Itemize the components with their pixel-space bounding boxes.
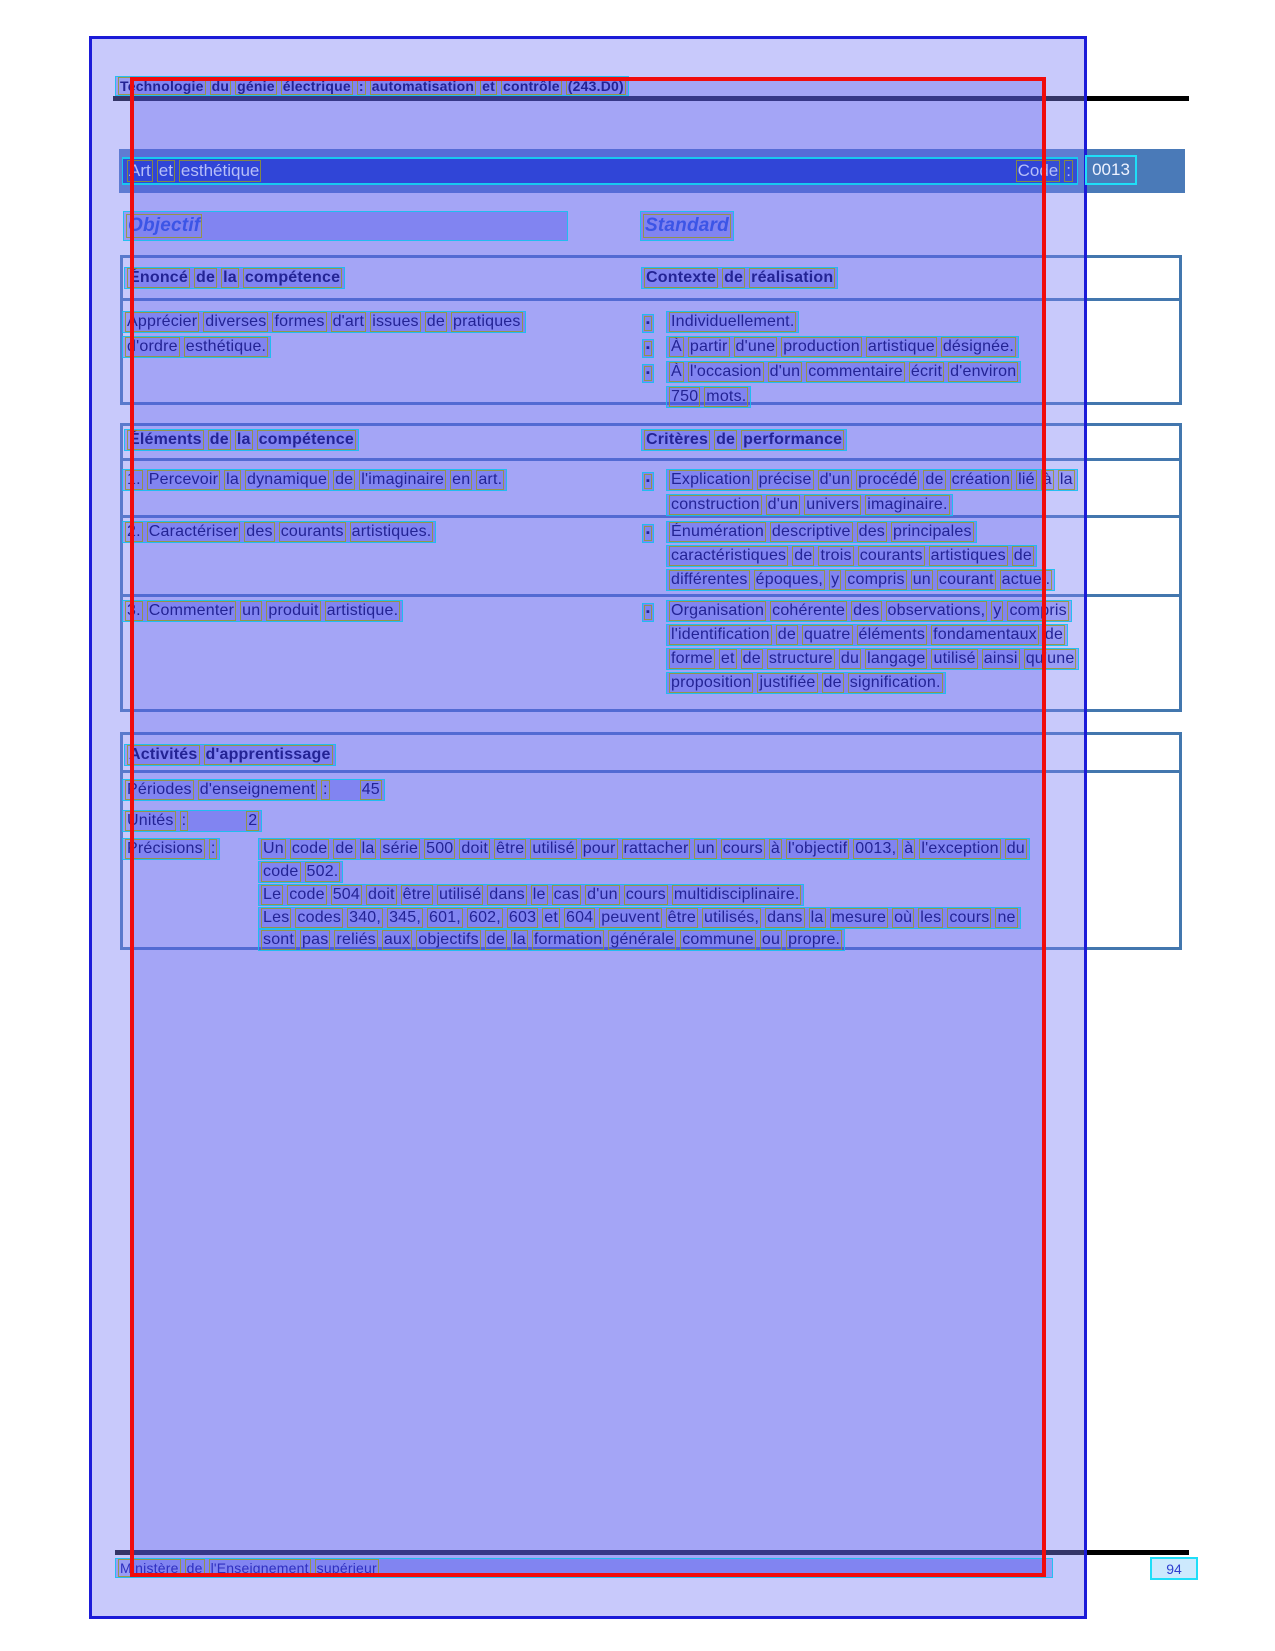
page-number: 94: [1166, 1560, 1182, 1577]
item-number: 1.: [127, 471, 141, 488]
footer-text: Ministère de l'Enseignement supérieur: [120, 1560, 377, 1576]
code-value-box: [1085, 155, 1137, 185]
units-value: 2: [248, 812, 258, 829]
item-text: Caractériser des courants artistiques.: [148, 523, 432, 540]
bullet-icon: ▪: [642, 339, 654, 358]
periods-value: 45: [361, 781, 380, 798]
bullet-icon: ▪: [642, 524, 654, 543]
header-text: Activités d'apprentissage: [129, 746, 331, 763]
periods-label: Périodes d'enseignement :: [127, 781, 328, 798]
precision-text: Le code 504 doit être utilisé dans le cas d'un cours multidisciplinaire.: [263, 886, 800, 903]
statement-text: Apprécier diverses formes d'art issues de pratiques: [127, 313, 521, 330]
criteria-text: l'identification de quatre éléments fondamentaux de: [671, 626, 1064, 643]
criteria-text: Énumération descriptive des principales: [671, 523, 972, 540]
criteria-text: différentes époques, y compris un courant actuel.: [671, 571, 1051, 588]
context-text: 750 mots.: [671, 388, 747, 405]
precision-text: Les codes 340, 345, 601, 602, 603 et 604 peuvent être utilisés, dans la mesure où les cours ne: [263, 909, 1016, 926]
bullet-icon: ▪: [642, 603, 654, 622]
units-label: Unités :: [127, 812, 187, 829]
page-number-box: [1150, 1557, 1198, 1580]
bullet-icon: ▪: [642, 314, 654, 333]
context-text: À l'occasion d'un commentaire écrit d'environ: [671, 363, 1017, 380]
item-number: 2.: [127, 523, 141, 540]
precisions-label: Précisions :: [127, 840, 216, 857]
header-text: Critères de performance: [646, 431, 843, 448]
criteria-text: Organisation cohérente des observations, y compris: [671, 602, 1067, 619]
statement-text: d'ordre esthétique.: [127, 338, 267, 355]
item-number: 3.: [127, 602, 141, 619]
criteria-text: Explication précise d'un procédé de création lié à la: [671, 471, 1073, 488]
criteria-text: construction d'un univers imaginaire.: [671, 496, 948, 513]
precision-text: Un code de la série 500 doit être utilisé pour rattacher un cours à l'objectif 0013, à l'exception du: [263, 840, 1025, 857]
context-text: Individuellement.: [671, 313, 795, 330]
item-text: Commenter un produit artistique.: [148, 602, 399, 619]
objective-heading: Objectif: [128, 215, 201, 237]
code-value: 0013: [1092, 160, 1130, 179]
precision-text: code 502.: [263, 863, 339, 880]
banner-title: Art et esthétique: [129, 161, 260, 180]
precision-text: sont pas reliés aux objectifs de la formation générale commune ou propre.: [263, 931, 841, 948]
header-text: Contexte de réalisation: [646, 269, 834, 286]
standard-heading: Standard: [645, 215, 729, 237]
bullet-icon: ▪: [642, 364, 654, 383]
header-text: Éléments de la compétence: [129, 431, 354, 448]
criteria-text: caractéristiques de trois courants artistiques de: [671, 547, 1032, 564]
banner-code-label: Code :: [1017, 161, 1071, 180]
program-title: Technologie du génie électrique : automatisation et contrôle (243.D0): [120, 78, 624, 94]
criteria-text: forme et de structure du langage utilisé ainsi qu'une: [671, 650, 1075, 667]
item-text: Percevoir la dynamique de l'imaginaire en art.: [148, 471, 503, 488]
criteria-text: proposition justifiée de signification.: [671, 674, 941, 691]
context-text: À partir d'une production artistique désignée.: [671, 338, 1015, 355]
header-text: Énoncé de la compétence: [129, 269, 341, 286]
selection-rectangle: [130, 77, 1046, 1577]
bullet-icon: ▪: [642, 472, 654, 491]
